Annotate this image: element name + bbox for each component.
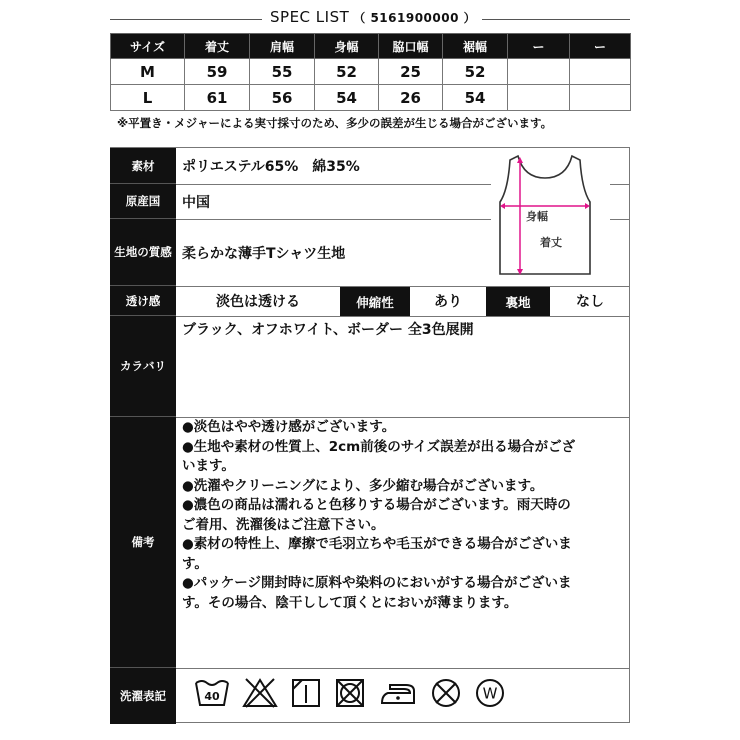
- measurement-note: ※平置き・メジャーによる実寸採寸のため、多少の誤差が生じる場合がございます。: [117, 116, 553, 130]
- remarks-line: ●パッケージ開封時に原料や染料のにおいがする場合がございま: [182, 575, 572, 591]
- wet-clean-icon: [474, 677, 506, 709]
- row-divider: [610, 219, 630, 220]
- detail-table: [110, 147, 630, 723]
- product-code: （ 5161900000 ）: [353, 11, 477, 25]
- wet-clean-letter: W: [482, 684, 498, 703]
- cell-size: M: [111, 59, 185, 85]
- remarks-text: [182, 418, 627, 613]
- cell-shoulder: 56: [250, 85, 315, 111]
- lining-label: 裏地: [486, 287, 550, 316]
- remarks-line: ●生地や素材の性質上、2cm前後のサイズ誤差が出る場合がござ: [182, 438, 576, 455]
- header-blank-1: ー: [508, 34, 570, 59]
- cell-hem-width: 52: [443, 59, 508, 85]
- row-divider: [176, 668, 630, 669]
- row-divider: [610, 184, 630, 185]
- cell-blank: [508, 85, 570, 111]
- title-text: SPEC LIST: [270, 8, 350, 26]
- cell-length: 59: [185, 59, 250, 85]
- spec-list-title: [270, 8, 477, 26]
- header-armhole: 脇口幅: [379, 34, 443, 59]
- colors-value: ブラック、オフホワイト、ボーダー 全3色展開: [182, 322, 474, 338]
- remarks-line: ●淡色はやや透け感がございます。: [182, 419, 396, 435]
- remarks-line: ●洗濯やクリーニングにより、多少縮む場合がございます。: [182, 477, 544, 494]
- cell-armhole: 26: [379, 85, 443, 111]
- line-dry-shade-icon: [290, 677, 322, 709]
- cell-length: 61: [185, 85, 250, 111]
- header-shoulder: 肩幅: [250, 34, 315, 59]
- stretch-label: 伸縮性: [340, 287, 410, 316]
- cell-hem-width: 54: [443, 85, 508, 111]
- cell-body-width: 54: [315, 85, 379, 111]
- cell-blank: [508, 59, 570, 85]
- no-dry-clean-icon: [430, 677, 462, 709]
- row-divider: [176, 219, 491, 220]
- header-body-width: 身幅: [315, 34, 379, 59]
- remarks-label: 備考: [110, 417, 176, 668]
- origin-value: 中国: [182, 195, 210, 211]
- care-symbols: [194, 675, 506, 711]
- width-label: 身幅: [526, 210, 548, 223]
- sheer-label: 透け感: [110, 286, 176, 316]
- cell-blank: [570, 59, 631, 85]
- origin-label: 原産国: [110, 184, 176, 219]
- material-label: 素材: [110, 148, 176, 184]
- material-value: ポリエステル65% 綿35%: [182, 159, 360, 175]
- title-rule-right: [482, 19, 630, 20]
- stretch-value: あり: [434, 294, 462, 310]
- cell-armhole: 25: [379, 59, 443, 85]
- title-rule-left: [110, 19, 262, 20]
- care-label: 洗濯表記: [110, 668, 176, 724]
- cell-body-width: 52: [315, 59, 379, 85]
- cell-shoulder: 55: [250, 59, 315, 85]
- tank-top-illustration: [490, 150, 600, 280]
- sheer-value: 淡色は透ける: [216, 294, 300, 310]
- iron-low-icon: [378, 677, 418, 709]
- remarks-line: す。: [182, 555, 208, 572]
- table-row: [111, 59, 631, 85]
- row-divider: [176, 184, 491, 185]
- no-tumble-dry-icon: [334, 677, 366, 709]
- garment-diagram: [490, 150, 600, 280]
- remarks-line: す。その場合、陰干しして頂くとにおいが薄まります。: [182, 594, 518, 611]
- texture-label: 生地の質感: [110, 219, 176, 286]
- colors-label: カラバリ: [110, 316, 176, 417]
- header-hem-width: 裾幅: [443, 34, 508, 59]
- lining-value: なし: [576, 294, 604, 310]
- remarks-line: ご着用、洗濯後はご注意下さい。: [182, 516, 385, 533]
- table-row: [111, 85, 631, 111]
- header-blank-2: ー: [570, 34, 631, 59]
- header-size: サイズ: [111, 34, 185, 59]
- remarks-line: ●濃色の商品は濡れると色移りする場合がございます。雨天時の: [182, 497, 571, 513]
- remarks-line: います。: [182, 458, 235, 474]
- wash-temp-text: 40: [204, 690, 220, 703]
- spec-list-header: [110, 8, 630, 30]
- no-bleach-icon: [242, 677, 278, 709]
- header-length: 着丈: [185, 34, 250, 59]
- cell-blank: [570, 85, 631, 111]
- size-table: [110, 33, 631, 111]
- remarks-line: ●素材の特性上、摩擦で毛羽立ちや毛玉ができる場合がございま: [182, 536, 572, 552]
- washtub-40-icon: [194, 677, 230, 709]
- texture-value: 柔らかな薄手Tシャツ生地: [182, 246, 346, 262]
- size-table-header: [111, 34, 631, 59]
- length-label: 着丈: [540, 236, 562, 249]
- row-divider: [176, 316, 630, 317]
- cell-size: L: [111, 85, 185, 111]
